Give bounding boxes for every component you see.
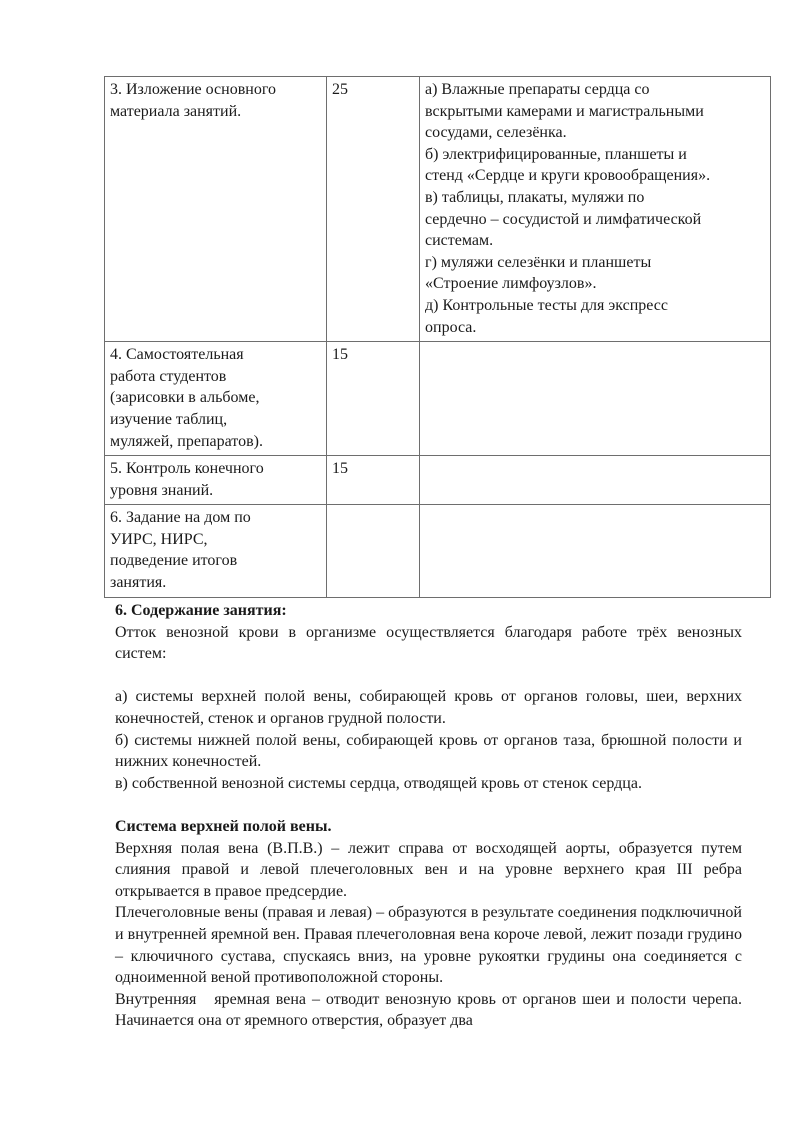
minutes-cell (327, 505, 420, 597)
stage-text: подведение итогов (110, 552, 238, 570)
stage-text: 6. Задание на дом по (110, 509, 251, 527)
stage-text: 4. Самостоятельная (110, 346, 244, 364)
paragraph: Верхняя полая вена (В.П.В.) – лежит справа от восходящей аорты, образуется путем слияния правой и левой плечеголовных вен и на уровне верхнего края III ребра открывается в правое предсердие. (115, 839, 742, 900)
stage-cell (105, 456, 327, 505)
minutes-cell (327, 342, 420, 456)
stage-cell (105, 77, 327, 342)
table-row (105, 505, 771, 597)
table-row (105, 77, 771, 342)
stage-text: занятия. (110, 574, 167, 592)
equipment-text: «Строение лимфоузлов». (425, 275, 597, 293)
table-row (105, 456, 771, 505)
equipment-cell (420, 505, 771, 597)
paragraph: Внутренняя яремная вена – отводит венозную кровь от органов шеи и полости черепа. Начинается она от яремного отверстия, образует два (115, 990, 746, 1030)
stage-text: работа студентов (110, 367, 227, 385)
list-item: в) собственной венозной системы сердца, отводящей кровь от стенок сердца. (115, 774, 642, 792)
blank-line (115, 794, 742, 816)
stage-text: уровня знаний. (110, 481, 214, 499)
equipment-text: вскрытыми камерами и магистральными (425, 102, 704, 120)
stage-text: материала занятий. (110, 102, 242, 120)
minutes-value: 15 (332, 460, 348, 478)
stage-text: 3. Изложение основного (110, 81, 276, 98)
equipment-text: стенд «Сердце и круги кровообращения». (425, 167, 711, 185)
stage-text: (зарисовки в альбоме, (110, 389, 260, 407)
equipment-cell (420, 77, 771, 342)
paragraph: Плечеголовные вены (правая и левая) – образуются в результате соединения подключичной и внутренней яремной вен. Правая плечеголовная вена короче левой, лежит позади грудино – ключичного сустава, спускаясь вниз, на уровне рукоятки грудины она соединяется с одноименной веной противоположной стороны. (115, 904, 742, 987)
equipment-cell (420, 342, 771, 456)
minutes-value: 25 (332, 81, 348, 98)
equipment-text: в) таблицы, плакаты, муляжи по (425, 188, 645, 206)
list-item: а) системы верхней полой вены, собирающей кровь от органов головы, шеи, верхних конечностей, стенок и органов грудной полости. (115, 688, 742, 727)
stage-cell (105, 342, 327, 456)
subsection-heading: Система верхней полой вены. (115, 817, 332, 835)
table-row (105, 342, 771, 456)
equipment-text: д) Контрольные тесты для экспресс (425, 296, 669, 314)
equipment-text: сосудами, селезёнка. (425, 124, 567, 142)
equipment-text: а) Влажные препараты сердца со (425, 81, 650, 98)
minutes-value: 15 (332, 346, 348, 364)
stage-text: изучение таблиц, (110, 410, 228, 428)
stage-text: муляжей, препаратов). (110, 432, 263, 450)
stage-text: 5. Контроль конечного (110, 460, 264, 478)
equipment-text: опроса. (425, 318, 477, 336)
intro-paragraph: Отток венозной крови в организме осуществляется благодаря работе трёх венозных систем: (115, 623, 742, 663)
section-6-content (115, 600, 746, 1032)
equipment-text: б) электрифицированные, планшеты и (425, 145, 687, 163)
section-heading: 6. Содержание занятия: (115, 602, 287, 619)
minutes-cell (327, 77, 420, 342)
stage-text: УИРС, НИРС, (110, 530, 208, 548)
equipment-text: г) муляжи селезёнки и планшеты (425, 253, 652, 271)
lesson-plan-table (104, 76, 771, 598)
stage-cell (105, 505, 327, 597)
equipment-text: системам. (425, 232, 494, 250)
equipment-text: сердечно – сосудистой и лимфатической (425, 210, 702, 228)
blank-line (115, 665, 742, 687)
equipment-cell (420, 456, 771, 505)
minutes-cell (327, 456, 420, 505)
list-item: б) системы нижней полой вены, собирающей кровь от органов таза, брюшной полости и нижних конечностей. (115, 731, 742, 771)
